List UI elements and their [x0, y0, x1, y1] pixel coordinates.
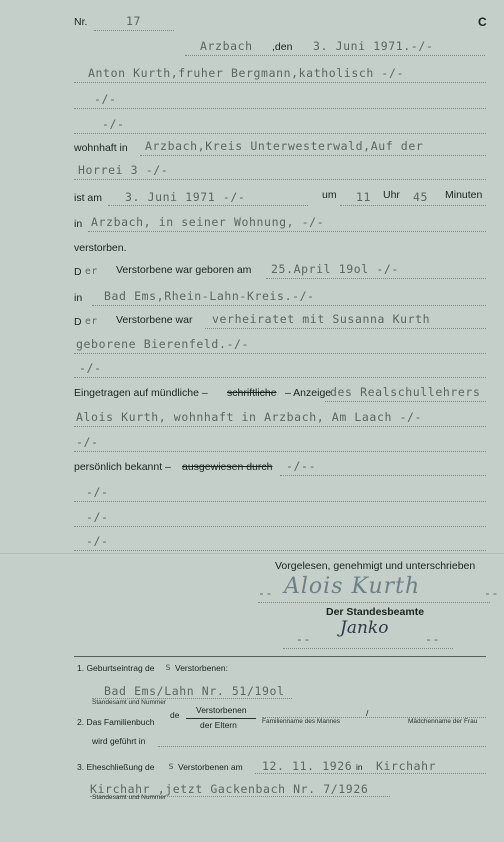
- signature-dash: --: [258, 586, 274, 600]
- closing-statement: Vorgelesen, genehmigt und unterschrieben: [275, 560, 476, 572]
- rule: [185, 55, 485, 56]
- marriage-label: 3. Eheschließung de: [77, 762, 155, 772]
- rule: [74, 82, 486, 83]
- birth-place-value: Bad Ems,Rhein-Lahn-Kreis.-/-: [104, 289, 315, 303]
- slash: /: [366, 708, 369, 718]
- rule: [158, 746, 486, 747]
- rule: [283, 648, 453, 649]
- death-hour: 11: [356, 190, 372, 204]
- paper-fold: [0, 553, 504, 554]
- birth-entry-caption: Standesamt und Nummer: [92, 699, 167, 706]
- marriage-place: Kirchahr: [376, 759, 437, 773]
- rule: [266, 278, 486, 279]
- rule: [74, 550, 486, 551]
- fraction-bar: [186, 718, 256, 719]
- death-place-value: Arzbach, in seiner Wohnung, -/-: [91, 215, 325, 229]
- rule: [74, 426, 486, 427]
- struck-identified-option: ausgewiesen durch: [182, 461, 273, 473]
- informant-signature: Alois Kurth: [284, 574, 421, 599]
- rule: [74, 133, 486, 134]
- rule: [74, 526, 486, 527]
- known-value: -/--: [286, 459, 317, 473]
- birth-entry-value: Bad Ems/Lahn Nr. 51/19ol: [104, 684, 285, 698]
- kept-in-label: wird geführt in: [92, 736, 146, 746]
- death-date-value: 3. Juni 1971 -/-: [125, 190, 246, 204]
- registry-place: Arzbach: [200, 39, 253, 53]
- article-suffix: er: [85, 266, 98, 277]
- spouse-maiden-name: geborene Bierenfeld.-/-: [76, 337, 250, 351]
- rule: [325, 401, 486, 402]
- footer-divider: [74, 656, 486, 657]
- rule: [92, 305, 486, 306]
- wife-maiden-name-caption: Mädchenname der Frau: [408, 718, 478, 725]
- rule: [74, 108, 486, 109]
- marriage-in-label: in: [356, 762, 363, 772]
- record-number-label: Nr.: [74, 16, 88, 28]
- notice-label: – Anzeige: [285, 387, 332, 399]
- marriage-entry-caption: Standesamt und Nummer: [92, 794, 167, 801]
- article-d: D: [74, 266, 82, 278]
- signature-dash: --: [484, 586, 500, 600]
- deceased-label: verstorben.: [74, 242, 127, 254]
- filler: -/-: [102, 117, 125, 131]
- husband-name-caption: Familienname des Mannes: [262, 718, 341, 725]
- article-suffix: er: [85, 316, 98, 327]
- family-book-de: de: [170, 710, 180, 720]
- signature-dash: --: [425, 632, 441, 646]
- marriage-date: 12. 11. 1926: [262, 759, 353, 773]
- filler: -/-: [86, 534, 109, 548]
- time-label: um: [322, 189, 337, 201]
- filler: -/-: [79, 361, 102, 375]
- rule: [74, 377, 486, 378]
- hour-label: Uhr: [383, 189, 400, 201]
- informant-details: Alois Kurth, wohnhaft in Arzbach, Am Laach -/-: [76, 410, 423, 424]
- rule: [255, 773, 486, 774]
- rule: [258, 602, 490, 603]
- rule: [74, 501, 486, 502]
- rule: [74, 451, 486, 452]
- death-date-label: ist am: [74, 192, 103, 204]
- birth-entry-suffix: s: [165, 662, 172, 673]
- minutes-label: Minuten: [445, 189, 483, 201]
- death-minutes: 45: [413, 190, 429, 204]
- known-label: persönlich bekannt –: [74, 461, 171, 473]
- filler: -/-: [86, 510, 109, 524]
- registry-date: 3. Juni 1971.-/-: [313, 39, 434, 53]
- rule: [205, 328, 486, 329]
- residence-value: Arzbach,Kreis Unterwesterwald,Auf der: [145, 139, 424, 153]
- den-label: ,den: [272, 41, 293, 53]
- rule: [140, 155, 486, 156]
- rule: [340, 205, 486, 206]
- marriage-entry-value: Kirchahr ,jetzt Gackenbach Nr. 7/1926: [90, 782, 369, 796]
- birth-place-label: in: [74, 292, 83, 304]
- marriage-label-cont: Verstorbenen am: [178, 762, 243, 772]
- birth-entry-label-cont: Verstorbenen:: [175, 663, 228, 673]
- residence-label: wohnhaft in: [74, 142, 128, 154]
- filler: -/-: [76, 435, 99, 449]
- form-letter: C: [478, 15, 487, 29]
- family-book-label: 2. Das Familienbuch: [77, 717, 155, 727]
- birth-entry-label: 1. Geburtseintrag de: [77, 663, 155, 673]
- death-place-label: in: [74, 218, 83, 230]
- birth-label: Verstorbene war geboren am: [116, 264, 252, 276]
- registrar-signature: Janko: [340, 618, 389, 638]
- struck-written-option: schriftliche: [227, 387, 277, 399]
- filler: -/-: [94, 92, 117, 106]
- article-d: D: [74, 316, 82, 328]
- informant-role: des Realschullehrers: [330, 385, 481, 399]
- rule: [280, 475, 486, 476]
- residence-value-continued: Horrei 3 -/-: [78, 163, 169, 177]
- rule: [74, 179, 486, 180]
- marriage-suffix: s: [168, 761, 175, 772]
- marital-label: Verstorbene war: [116, 314, 193, 326]
- record-number-value: 17: [126, 14, 142, 28]
- filler: -/-: [86, 485, 109, 499]
- signature-dash: --: [296, 632, 312, 646]
- registered-on-label: Eingetragen auf mündliche –: [74, 387, 208, 399]
- registrar-title: Der Standesbeamte: [326, 606, 425, 618]
- rule: [94, 30, 174, 31]
- deceased-name: Anton Kurth,fruher Bergmann,katholisch -/-: [88, 66, 404, 80]
- family-book-option-parents: der Eltern: [200, 720, 237, 730]
- marital-value: verheiratet mit Susanna Kurth: [212, 312, 431, 326]
- rule: [108, 205, 308, 206]
- rule: [74, 353, 486, 354]
- rule: [88, 231, 486, 232]
- birth-date-value: 25.April 19ol -/-: [271, 262, 399, 276]
- family-book-option-deceased: Verstorbenen: [196, 705, 247, 715]
